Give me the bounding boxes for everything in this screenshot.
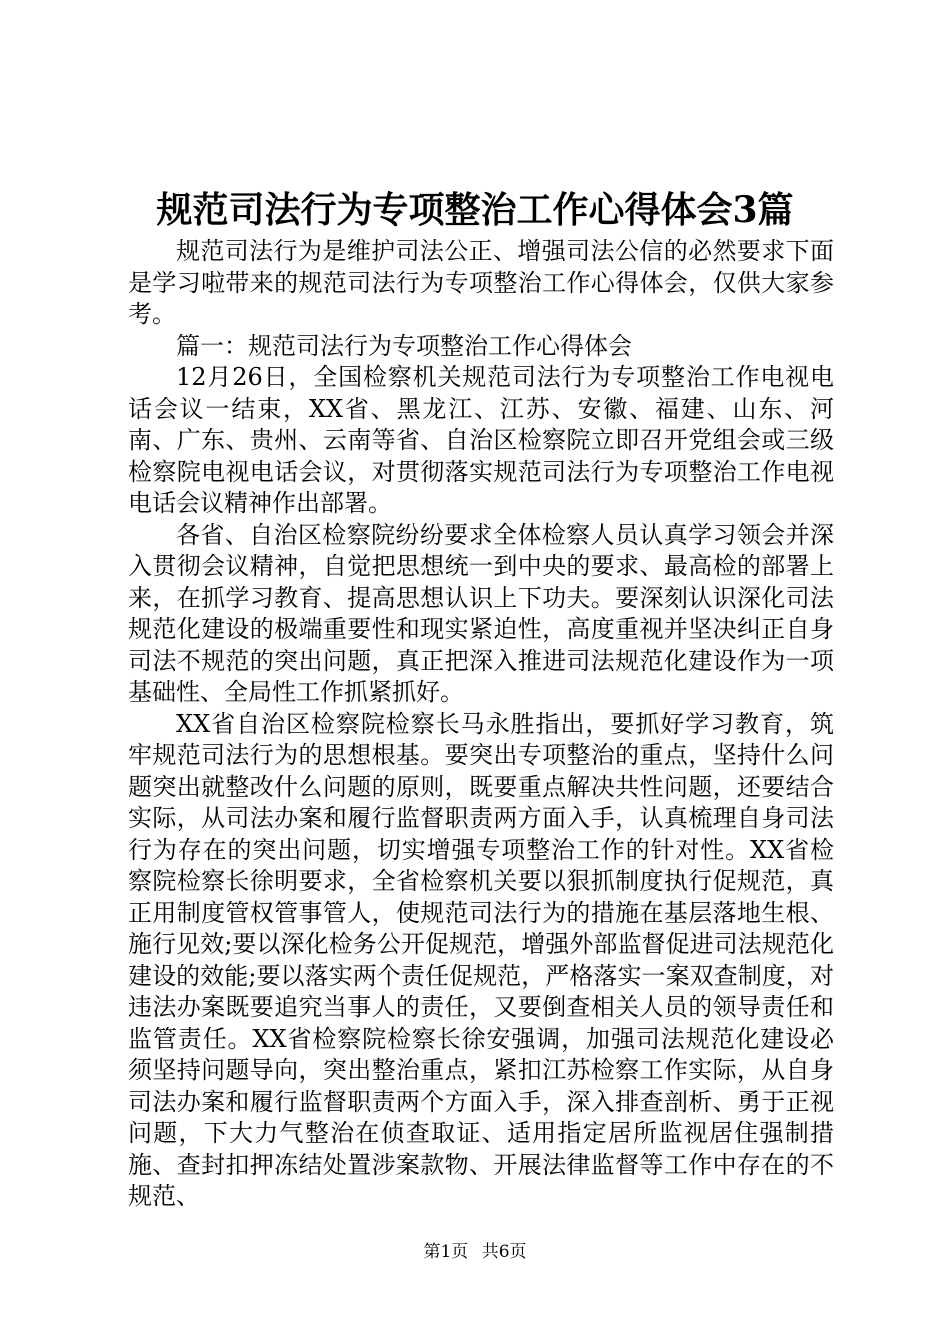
document-body <box>128 236 834 1213</box>
page-total: 共6页 <box>481 1242 527 1262</box>
paragraph-2: 各省、自治区检察院纷纷要求全体检察人员认真学习领会并深入贯彻会议精神，自觉把思想统一到中央的要求、最高检的部署上来，在抓学习教育、提高思想认识上下功夫。要深刻认识深化司法规范化建设的极端重要性和现实紧迫性，高度重视并坚决纠正自身司法不规范的突出问题，真正把深入推进司法规范化建设作为一项基础性、全局性工作抓紧抓好。 <box>128 520 834 706</box>
paragraph-section-heading: 篇一：规范司法行为专项整治工作心得体会 <box>176 331 632 360</box>
page-number: 第1页 <box>423 1242 469 1262</box>
paragraph-3: XX省自治区检察院检察长马永胜指出，要抓好学习教育，筑牢规范司法行为的思想根基。要突出专项整治的重点，坚持什么问题突出就整改什么问题的原则，既要重点解决共性问题，还要结合实际，从司法办案和履行监督职责两方面入手，认真梳理自身司法行为存在的突出问题，切实增强专项整治工作的针对性。XX省检察院检察长徐明要求，全省检察机关要以狠抓制度执行促规范，真正用制度管权管事管人，使规范司法行为的措施在基层落地生根、施行见效;要以深化检务公开促规范，增强外部监督促进司法规范化建设的效能;要以落实两个责任促规范，严格落实一案双查制度，对违法办案既要追究当事人的责任，又要倒查相关人员的领导责任和监管责任。XX省检察院检察长徐安强调，加强司法规范化建设必须坚持问题导向，突出整治重点，紧扣江苏检察工作实际，从自身司法办案和履行监督职责两个方面入手，深入排查剖析、勇于正视问题，下大力气整治在侦查取证、适用指定居所监视居住强制措施、查封扣押冻结处置涉案款物、开展法律监督等工作中存在的不规范、 <box>128 709 834 1210</box>
paragraph-intro: 规范司法行为是维护司法公正、增强司法公信的必然要求下面是学习啦带来的规范司法行为专项整治工作心得体会，仅供大家参考。 <box>128 237 834 328</box>
document-title: 规范司法行为专项整治工作心得体会3篇 <box>156 189 794 231</box>
paragraph-1: 12月26日，全国检察机关规范司法行为专项整治工作电视电话会议一结束，XX省、黑龙江、江苏、安徽、福建、山东、河南、广东、贵州、云南等省、自治区检察院立即召开党组会或三级检察院电视电话会议，对贯彻落实规范司法行为专项整治工作电视电话会议精神作出部署。 <box>128 363 834 517</box>
page-footer <box>0 1240 950 1264</box>
